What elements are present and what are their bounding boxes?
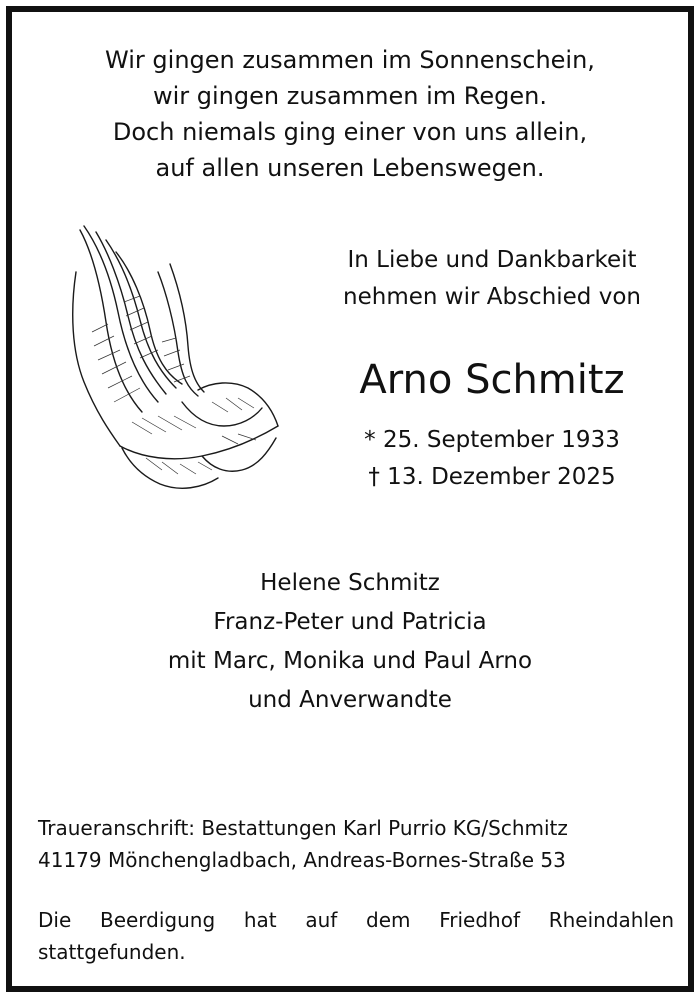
poem-line: auf allen unseren Lebenswegen. (155, 154, 545, 182)
intro-line: In Liebe und Dankbarkeit (347, 247, 637, 273)
family-line: Helene Schmitz (260, 570, 440, 596)
burial-line: Die Beerdigung hat auf dem Friedhof Rheindahlen (38, 908, 674, 932)
death-date: † 13. Dezember 2025 (368, 464, 616, 490)
praying-hands-icon (62, 212, 292, 502)
family-list (12, 564, 688, 720)
intro-line: nehmen wir Abschied von (343, 284, 641, 310)
birth-date: * 25. September 1933 (364, 427, 620, 453)
poem-line: Doch niemals ging einer von uns allein, (112, 118, 588, 146)
family-line: und Anverwandte (248, 687, 452, 713)
deceased-name: Arno Schmitz (359, 357, 625, 403)
address-line: Traueranschrift: Bestattungen Karl Purrio KG/Schmitz (38, 816, 568, 840)
poem-line: Wir gingen zusammen im Sonnenschein, (105, 46, 595, 74)
family-line: mit Marc, Monika und Paul Arno (167, 648, 533, 674)
poem (12, 42, 688, 186)
burial-line: stattgefunden. (38, 940, 186, 964)
obituary-frame (6, 6, 694, 992)
family-line: Franz-Peter und Patricia (213, 609, 487, 635)
mourning-address (38, 812, 678, 876)
life-dates (312, 422, 672, 496)
burial-note (38, 904, 674, 968)
poem-line: wir gingen zusammen im Regen. (152, 82, 547, 110)
address-line: 41179 Mönchengladbach, Andreas-Bornes-Straße 53 (38, 848, 566, 872)
intro-text (312, 242, 672, 316)
